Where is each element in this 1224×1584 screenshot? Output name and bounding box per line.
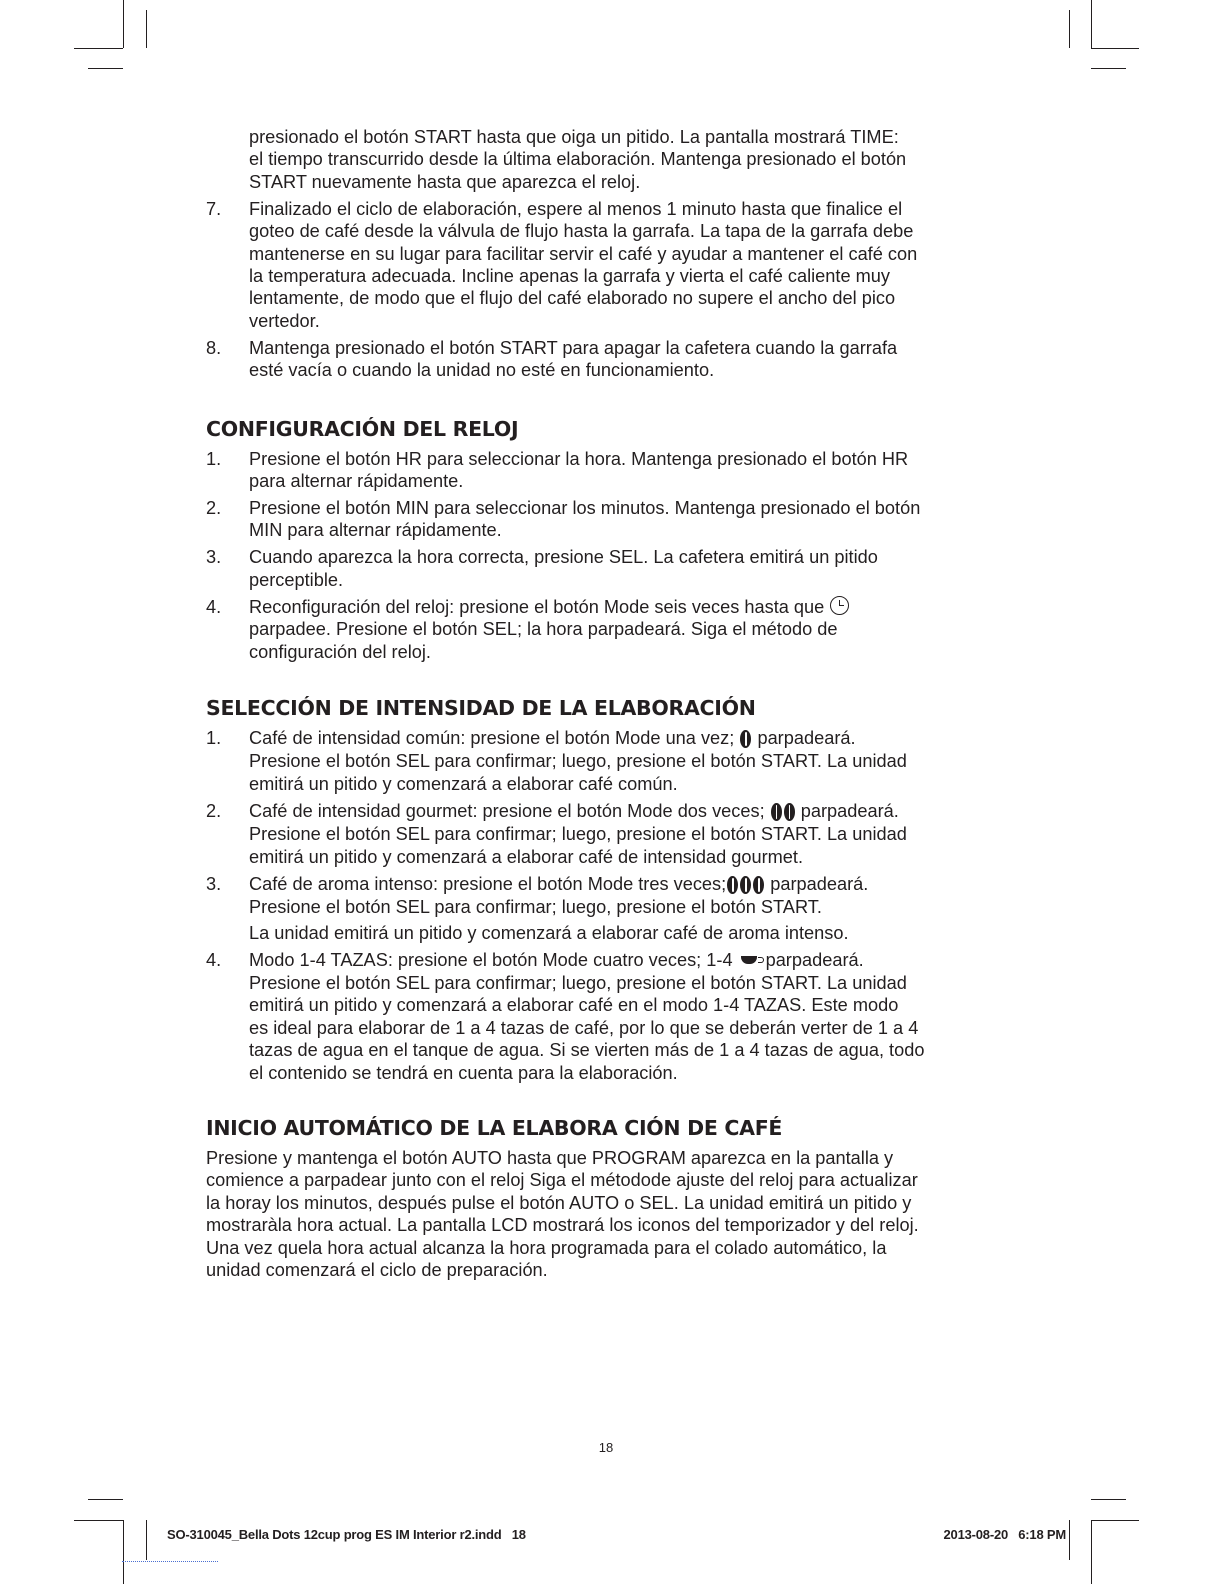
list-number: 4. — [206, 596, 222, 617]
text-line: Finalizado el ciclo de elaboración, espere al menos 1 minuto hasta que finalice el — [249, 198, 903, 219]
text-segment: parpadeará. — [765, 950, 864, 971]
text-line — [249, 949, 1006, 971]
crop-mark — [74, 1520, 123, 1521]
text-line: perceptible. — [249, 569, 344, 590]
text-line: emitirá un pitido y comenzará a elaborar café en el modo 1-4 TAZAS. Este modo — [249, 995, 899, 1016]
crop-mark — [88, 68, 123, 69]
page-number: 18 — [598, 1440, 614, 1455]
crop-mark — [123, 1520, 124, 1584]
text-line: unidad comenzará el ciclo de preparación. — [206, 1259, 548, 1280]
crop-mark — [123, 0, 124, 48]
text-line: emitirá un pitido y comenzará a elaborar café común. — [249, 773, 678, 794]
text-line: mostraràla hora actual. La pantalla LCD mostrará los iconos del temporizador y del reloj. — [206, 1215, 919, 1236]
clock-item-3 — [206, 546, 1006, 591]
page-content — [206, 126, 1006, 1281]
auto-start-paragraph — [206, 1147, 1006, 1281]
list-number: 1. — [206, 728, 222, 749]
list-number: 2. — [206, 498, 222, 519]
print-slug-filename: SO-310045_Bella Dots 12cup prog ES IM Interior r2.indd 18 — [167, 1527, 526, 1542]
coffee-bean-icon — [739, 728, 752, 750]
coffee-cup-icon — [741, 956, 757, 964]
crop-mark — [1091, 0, 1092, 48]
text-segment: Reconfiguración del reloj: presione el botón Mode seis veces hasta que — [249, 596, 825, 617]
text-line: presionado el botón START hasta que oiga un pitido. La pantalla mostrará TIME: — [249, 127, 899, 147]
crop-mark — [146, 10, 147, 48]
list-number: 7. — [206, 198, 222, 219]
text-line — [249, 727, 1006, 750]
list-number: 3. — [206, 547, 222, 568]
strength-item-1 — [206, 727, 1006, 795]
section-heading-clock: CONFIGURACIÓN DEL RELOJ — [206, 416, 519, 441]
text-line: Presione el botón SEL para confirmar; luego, presione el botón START. La unidad — [249, 972, 907, 993]
text-line: Cuando aparezca la hora correcta, presione SEL. La cafetera emitirá un pitido — [249, 547, 878, 568]
print-slug-timestamp: 2013-08-20 6:18 PM — [943, 1527, 1066, 1542]
text-line: comience a parpadear junto con el reloj Siga el métodode ajuste del reloj para actualizar — [206, 1170, 918, 1191]
section-heading-auto-start: INICIO AUTOMÁTICO DE LA ELABORA CIÓN DE CAFÉ — [206, 1115, 783, 1140]
text-line: tazas de agua en el tanque de agua. Si se vierten más de 1 a 4 tazas de agua, todo — [249, 1040, 925, 1061]
text-line: mantenerse en su lugar para facilitar servir el café y ayudar a mantener el café con — [249, 243, 918, 264]
clock-icon — [830, 596, 849, 615]
crop-mark — [1091, 1520, 1139, 1521]
crop-mark — [1069, 1520, 1070, 1560]
crop-mark — [1091, 1520, 1092, 1584]
list-number: 1. — [206, 448, 222, 469]
crop-mark — [74, 48, 123, 49]
list-number: 4. — [206, 950, 222, 971]
clock-item-2 — [206, 497, 1006, 542]
text-line: es ideal para elaborar de 1 a 4 tazas de café, por lo que se deberán verter de 1 a 4 — [249, 1017, 919, 1038]
strength-item-4 — [206, 949, 1006, 1083]
text-segment: Modo 1-4 TAZAS: presione el botón Mode cuatro veces; 1-4 — [249, 950, 733, 971]
strength-item-3 — [206, 873, 1006, 945]
list-number: 2. — [206, 800, 222, 821]
list-number: 8. — [206, 337, 222, 358]
text-line: goteo de café desde la válvula de flujo hasta la garrafa. La tapa de la garrafa debe — [249, 221, 914, 242]
strength-item-2 — [206, 800, 1006, 868]
text-segment: Café de intensidad común: presione el botón Mode una vez; — [249, 728, 735, 749]
text-line: configuración del reloj. — [249, 641, 431, 662]
crop-mark — [146, 1520, 147, 1560]
text-line: Mantenga presionado el botón START para apagar la cafetera cuando la garrafa — [249, 337, 898, 358]
text-line: Presione y mantenga el botón AUTO hasta que PROGRAM aparezca en la pantalla y — [206, 1147, 894, 1168]
text-line: Presione el botón HR para seleccionar la hora. Mantenga presionado el botón HR — [249, 448, 909, 469]
text-line — [249, 596, 1006, 618]
text-line — [249, 800, 1006, 823]
text-line: Presione el botón MIN para seleccionar los minutos. Mantenga presionado el botón — [249, 498, 921, 519]
text-line: emitirá un pitido y comenzará a elaborar café de intensidad gourmet. — [249, 846, 804, 867]
text-line: la temperatura adecuada. Incline apenas la garrafa y vierta el café caliente muy — [249, 266, 890, 287]
text-line: La unidad emitirá un pitido y comenzará a elaborar café de aroma intenso. — [249, 923, 849, 944]
text-line: MIN para alternar rápidamente. — [249, 520, 502, 541]
text-segment: parpadeará. — [800, 800, 899, 821]
list-number: 3. — [206, 873, 222, 894]
text-segment: parpadeará. — [770, 873, 869, 894]
text-line: el tiempo transcurrido desde la última elaboración. Mantenga presionado el botón — [249, 149, 907, 170]
text-line: el contenido se tendrá en cuenta para la elaboración. — [249, 1062, 678, 1083]
text-segment: parpadeará. — [757, 728, 856, 749]
crop-mark — [1091, 68, 1126, 69]
text-line: Presione el botón SEL para confirmar; luego, presione el botón START. La unidad — [249, 751, 907, 772]
continued-paragraph — [206, 126, 1006, 193]
clock-item-4 — [206, 596, 1006, 663]
text-line: Presione el botón SEL para confirmar; luego, presione el botón START. — [249, 897, 822, 918]
crop-mark — [88, 1499, 123, 1500]
crop-mark — [1069, 10, 1070, 48]
text-line: la horay los minutos, después pulse el botón AUTO o SEL. La unidad emitirá un pitido y — [206, 1192, 912, 1213]
text-line: esté vacía o cuando la unidad no esté en funcionamiento. — [249, 360, 715, 381]
text-segment: Café de aroma intenso: presione el botón Mode tres veces; — [249, 873, 727, 894]
text-line: Una vez quela hora actual alcanza la hora programada para el colado automático, la — [206, 1237, 887, 1258]
dotted-underline — [122, 1561, 218, 1562]
crop-mark — [1091, 1499, 1126, 1500]
text-line: para alternar rápidamente. — [249, 471, 464, 492]
list-item-8 — [206, 337, 1006, 382]
text-segment: Café de intensidad gourmet: presione el botón Mode dos veces; — [249, 800, 765, 821]
two-coffee-beans-icon — [770, 801, 796, 823]
text-line: Presione el botón SEL para confirmar; luego, presione el botón START. La unidad — [249, 824, 907, 845]
crop-mark — [1091, 48, 1139, 49]
text-line: vertedor. — [249, 310, 320, 331]
list-item-7 — [206, 198, 1006, 332]
text-line: lentamente, de modo que el flujo del café elaborado no supere el ancho del pico — [249, 288, 896, 309]
text-line: parpadee. Presione el botón SEL; la hora parpadeará. Siga el método de — [249, 619, 838, 640]
section-heading-strength: SELECCIÓN DE INTENSIDAD DE LA ELABORACIÓN — [206, 696, 756, 721]
three-coffee-beans-icon — [726, 874, 765, 896]
text-line — [249, 873, 1006, 896]
text-line: START nuevamente hasta que aparezca el reloj. — [249, 171, 641, 192]
clock-item-1 — [206, 448, 1006, 493]
